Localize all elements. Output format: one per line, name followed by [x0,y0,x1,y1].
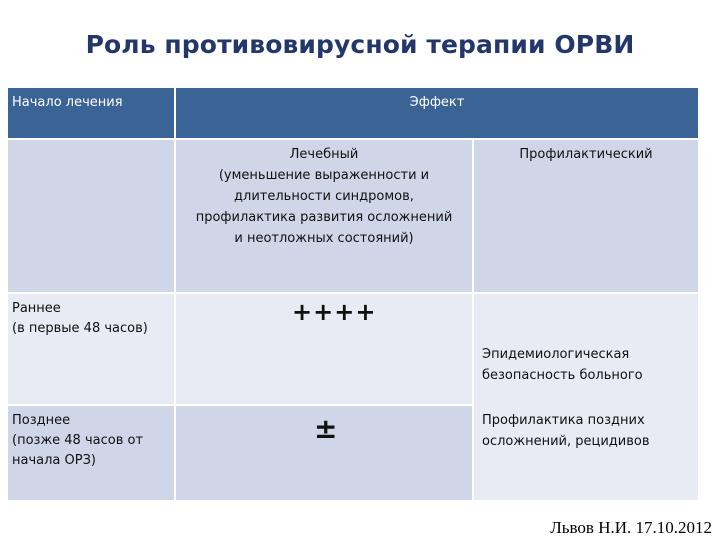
header-cell-start [8,88,174,138]
row-late-label: (позже 48 часов от [12,433,144,448]
row-late-label: начала ОРЗ) [12,453,96,468]
late-treatment-value: ± [314,412,338,445]
subheader-cell-prophylactic [474,140,698,292]
treatment-title: Лечебный [289,147,359,162]
treatment-desc-line: длительности синдромов, [234,189,414,204]
early-treatment-value: ++++ [292,298,377,326]
row-early-label: (в первые 48 часов) [12,321,148,336]
subheader-cell-treatment [176,140,472,292]
row-early-label: Раннее [12,301,61,316]
subheader-cell-empty [8,140,174,292]
page-title: Роль противовирусной терапии ОРВИ [85,30,635,59]
prophylactic-note-line: осложнений, рецидивов [482,434,650,449]
prophylactic-note-line: Профилактика поздних [482,413,645,428]
treatment-desc-line: профилактика развития осложнений [195,210,453,225]
row-late-treatment-cell [176,406,472,500]
row-late-label: Позднее [12,413,71,428]
prophylactic-note-line: Эпидемиологическая [482,347,630,362]
header-cell-effect [176,88,698,138]
header-start-label: Начало лечения [12,95,123,110]
row-early-treatment-cell [176,294,472,404]
treatment-desc-line: и неотложных состояний) [234,231,414,246]
prophylactic-cell [474,294,698,500]
row-early-label-cell [8,294,174,404]
prophylactic-note-line: безопасность больного [482,368,643,383]
row-late-label-cell [8,406,174,500]
prophylactic-title: Профилактический [519,147,653,162]
header-effect-label: Эффект [409,95,465,110]
footer-credit: Львов Н.И. 17.10.2012 [550,518,712,537]
treatment-desc-line: (уменьшение выраженности и [218,168,430,183]
